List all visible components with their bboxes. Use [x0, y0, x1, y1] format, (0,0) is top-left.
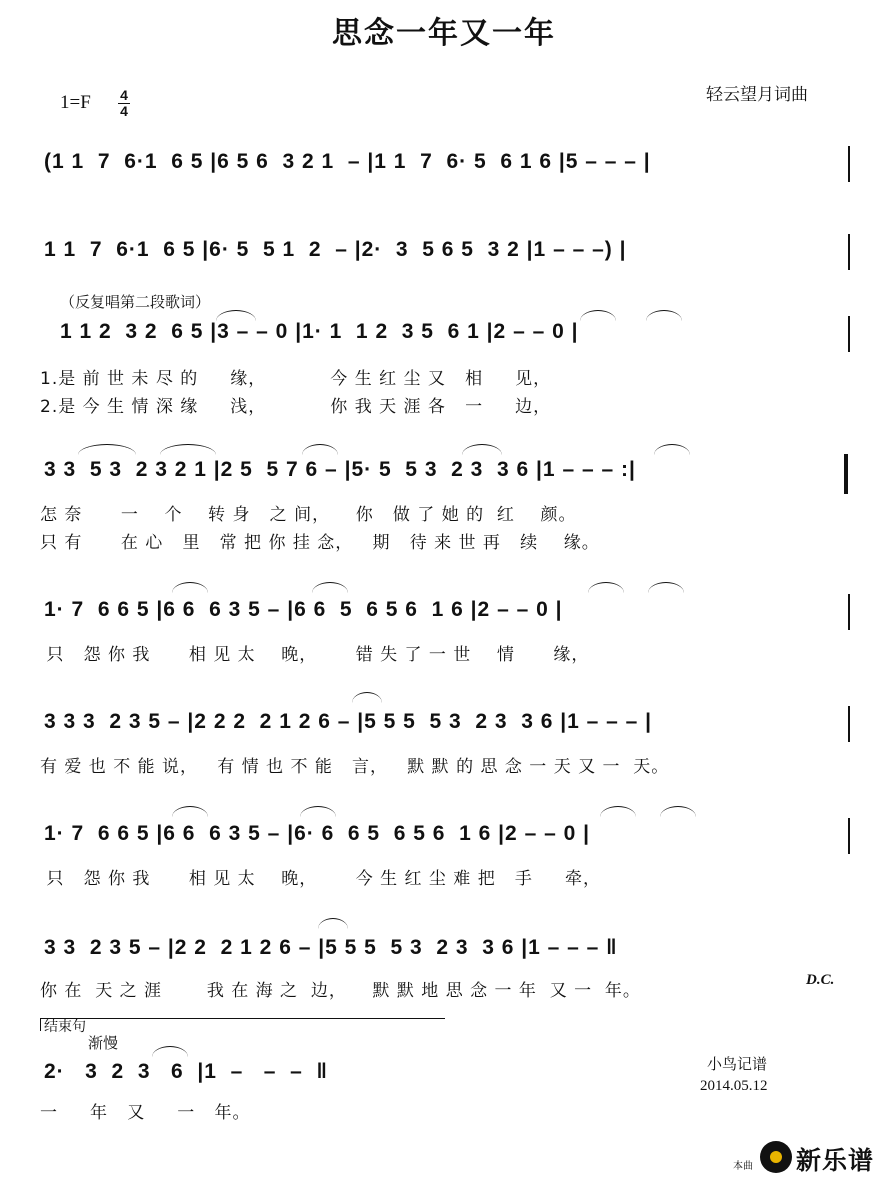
score-line-7: 1· 7 6 6 5 |6 6 6 3 5 – |6· 6 6 5 6 5 6 1 6 |2 – – 0 | — [44, 822, 590, 845]
score-line-8: 3 3 2 3 5 – |2 2 2 1 2 6 – |5 5 5 5 3 2 3 3 6 |1 – – – ‖ — [44, 936, 618, 959]
score-line-1: (1 1 7 6·1 6 5 |6 5 6 3 2 1 – |1 1 7 6· 5 6 1 6 |5 – – – | — [44, 150, 651, 173]
score-line-4: 3 3 5 3 2 3 2 1 |2 5 5 7 6 – |5· 5 5 3 2 3 3 6 |1 – – – :| — [44, 458, 636, 481]
time-signature-bottom: 4 — [120, 103, 128, 119]
lyrics-verse-1: 有 爱 也 不 能 说， 有 情 也 不 能 言， 默 默 的 思 念 一 天 又 一 天。 — [40, 757, 670, 777]
key-signature: 1=F — [60, 92, 91, 113]
ending-notes: 2· 3 2 3 6 |1 – – – ‖ — [44, 1060, 328, 1083]
end-repeat-barline — [844, 454, 848, 494]
watermark-small-text: 本曲 — [733, 1161, 753, 1172]
music-disc-icon — [760, 1141, 792, 1173]
time-signature-top: 4 — [120, 87, 128, 103]
composer-credit: 轻云望月词曲 — [706, 85, 808, 105]
barline — [848, 146, 850, 182]
transcription-date: 2014.05.12 — [700, 1078, 768, 1094]
slur — [352, 692, 382, 703]
lyrics-verse-1: 1.是 前 世 未 尽 的 缘， 今 生 红 尘 又 相 见， — [40, 369, 552, 389]
slur — [580, 310, 616, 321]
slur — [660, 806, 696, 817]
da-capo-mark: D.C. — [806, 972, 835, 988]
barline — [848, 234, 850, 270]
ending-lyrics: 一 年 又 一 年。 — [40, 1103, 251, 1123]
barline — [848, 594, 850, 630]
slur — [462, 444, 502, 455]
transcriber-credit: 小鸟记谱 — [707, 1055, 768, 1073]
slur — [312, 582, 348, 593]
barline — [848, 818, 850, 854]
slur — [318, 918, 348, 929]
slur — [300, 806, 336, 817]
page-title: 思念一年又一年 — [332, 16, 556, 51]
lyrics-verse-2: 只 有 在 心 里 常 把 你 挂 念， 期 待 来 世 再 续 缘。 — [40, 533, 600, 553]
lyrics-verse-1: 只 怨 你 我 相 见 太 晚， 今 生 红 尘 难 把 手 牵， — [40, 869, 601, 889]
lyrics-verse-1: 只 怨 你 我 相 见 太 晚， 错 失 了 一 世 情 缘， — [40, 645, 590, 665]
barline — [848, 706, 850, 742]
repeat-instruction: （反复唱第二段歌词） — [60, 293, 211, 311]
slur — [78, 444, 136, 455]
slur — [654, 444, 690, 455]
score-line-5: 1· 7 6 6 5 |6 6 6 3 5 – |6 6 5 6 5 6 1 6 |2 – – 0 | — [44, 598, 563, 621]
slur — [588, 582, 624, 593]
tempo-mark: 渐慢 — [88, 1034, 119, 1052]
score-line-2: 1 1 7 6·1 6 5 |6· 5 5 1 2 – |2· 3 5 6 5 3 2 |1 – – –) | — [44, 238, 627, 261]
site-logo-text: 新乐谱 — [796, 1146, 875, 1175]
slur — [152, 1046, 188, 1057]
slur — [302, 444, 338, 455]
slur — [646, 310, 682, 321]
score-line-6: 3 3 3 2 3 5 – |2 2 2 2 1 2 6 – |5 5 5 5 3 2 3 3 6 |1 – – – | — [44, 710, 653, 733]
ending-label: 结束句 — [44, 1019, 86, 1035]
score-line-3: 1 1 2 3 2 6 5 |3 – – 0 |1· 1 1 2 3 5 6 1 |2 – – 0 | — [60, 320, 579, 343]
barline — [848, 316, 850, 352]
ending-bracket — [40, 1018, 445, 1031]
lyrics-verse-1: 怎 奈 一 个 转 身 之 间， 你 做 了 她 的 红 颜。 — [40, 505, 577, 525]
slur — [600, 806, 636, 817]
lyrics-verse-1: 你 在 天 之 涯 我 在 海 之 边， 默 默 地 思 念 一 年 又 一 年。 — [40, 981, 641, 1001]
slur — [172, 582, 208, 593]
slur — [160, 444, 216, 455]
slur — [172, 806, 208, 817]
lyrics-verse-2: 2.是 今 生 情 深 缘 浅， 你 我 天 涯 各 一 边， — [40, 397, 552, 417]
slur — [648, 582, 684, 593]
time-signature — [118, 88, 130, 119]
